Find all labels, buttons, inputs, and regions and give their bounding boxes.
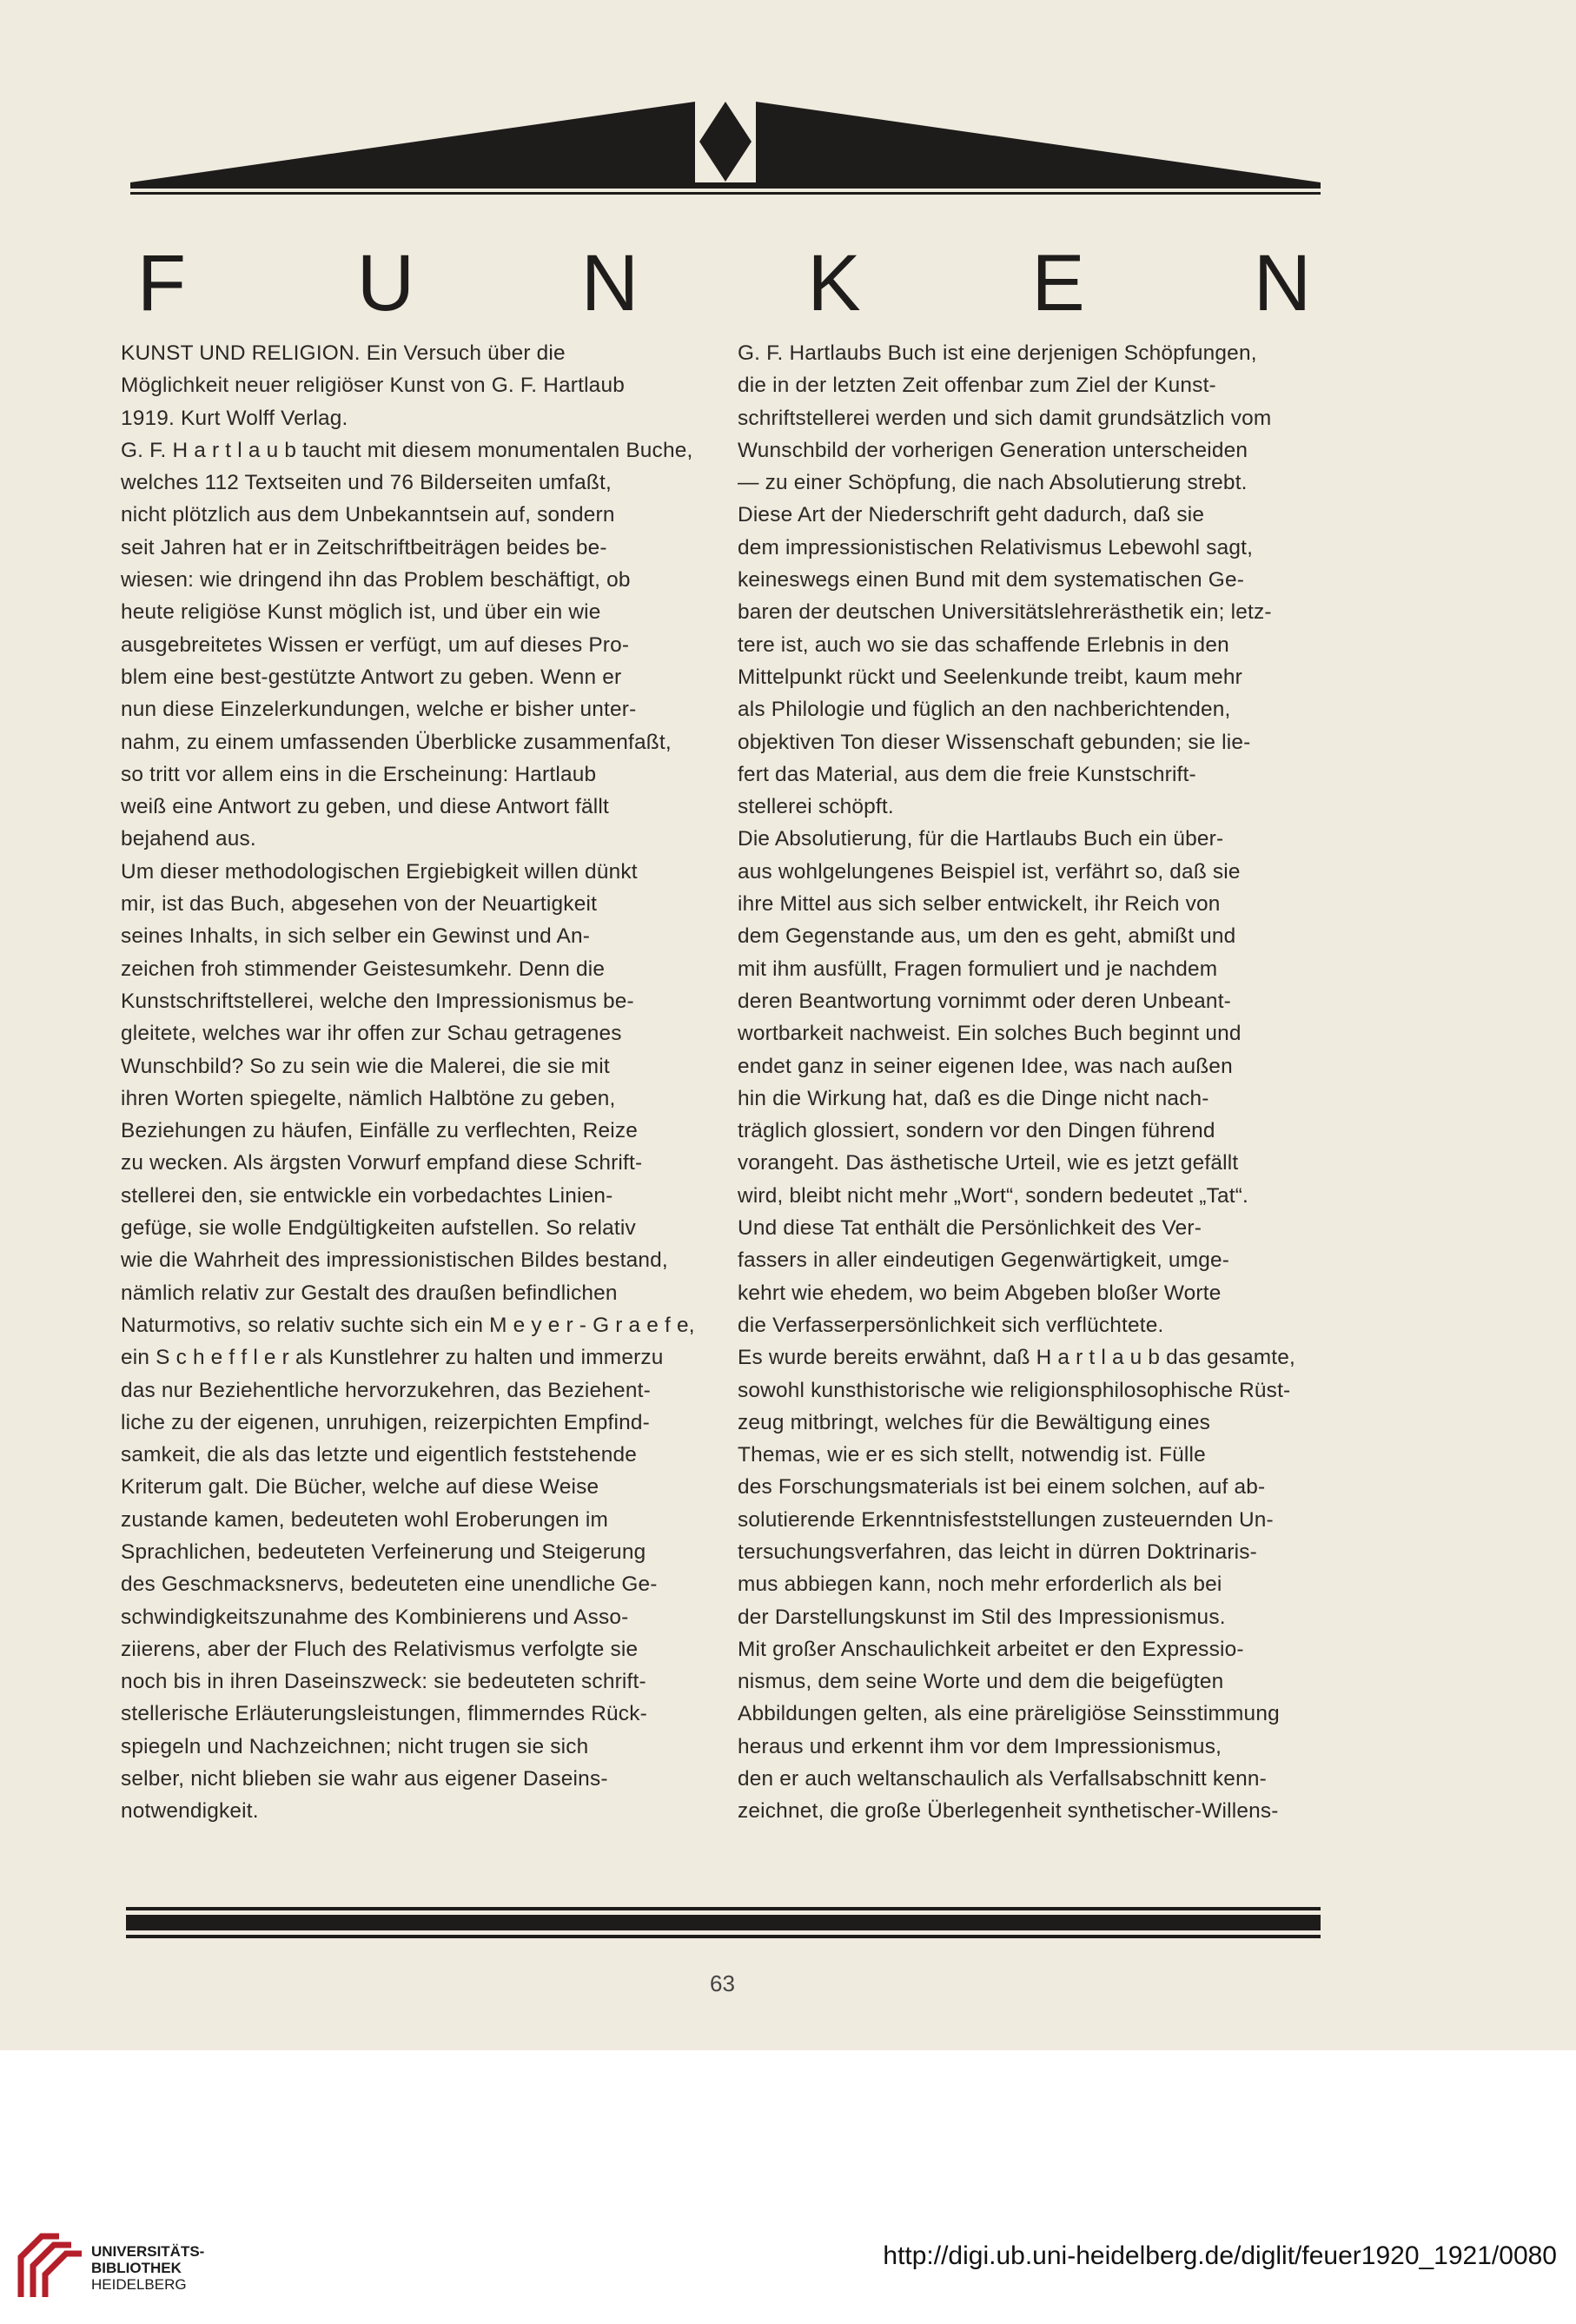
left-paragraph-3: Um dieser methodologischen Ergiebigkeit willen dünkt mir, ist das Buch, abgesehen von der Neuartigkeit seines Inhalts, in sich selber ein Gewinst und An- zeichen froh stimmender Geistesumkehr. Denn die Kunstschriftstellerei, welche den Impressionismus be- gleitete, welches war ihr offen zur Schau getragenes Wunschbild? So zu sein wie die Malerei, die sie mit ihren Worten spiegelte, nämlich Halbtöne zu geben, Beziehungen zu häufen, Einfälle zu verflechten, Reize zu wecken. Als ärgsten Vorwurf empfand diese Schrift- stellerei den, sie entwickle ein vorbedachtes Linien- gefüge, sie wolle Endgültigkeiten aufstellen. So relativ wie die Wahrheit des impressionistischen Bildes bestand, nämlich relativ zur Gestalt des draußen befindlichen Naturmotivs, so relativ suchte sich ein M e y e r - G r a e f e, ein S c h e f f l e r als Kunstlehrer zu halten und immerzu das nur Beziehentliche hervorzukehren, das Beziehent- liche zu der eigenen, unruhigen, reizerpichten Empfind- samkeit, die als das letzte und eigentlich feststehende Kriterum galt. Die Bücher, welche auf diese Weise zustande kamen, bedeuteten wohl Eroberungen im Sprachlichen, bedeuteten Verfeinerung und Steigerung des Geschmacksnervs, bedeuteten eine unendliche Ge- schwindigkeitszunahme des Kombinierens und Asso- ziierens, aber der Fluch des Relativismus verfolgte sie noch bis in ihren Daseinszweck: sie bedeuteten schrift- stellerische Erläuterungsleistungen, flimmerndes Rück- spiegeln und Nachzeichnen; nicht trugen sie sich selber, nicht blieben sie wahr aus eigener Daseins- notwendigkeit.: [121, 859, 695, 1824]
page-title: [122, 239, 1322, 328]
title-letter: N: [580, 239, 639, 328]
source-url-link[interactable]: http://digi.ub.uni-heidelberg.de/diglit/feuer1920_1921/0080: [883, 2241, 1557, 2270]
library-name-line: UNIVERSITÄTS-: [91, 2243, 205, 2260]
title-letter: K: [807, 239, 861, 328]
library-logo-icon: [16, 2231, 85, 2302]
bottom-rule: [126, 1907, 1321, 1942]
right-paragraph-3: Es wurde bereits erwähnt, daß H a r t l a u b das gesamte, sowohl kunsthistorische wie religionsphilosophische Rüst- zeug mitbringt, welches für die Bewältigung eines Themas, wie er es sich stellt, notwendig ist. Fülle des Forschungsmaterials ist bei einem solchen, auf ab- solutierende Erkenntnisfeststellungen zusteuernden Un- tersuchungsverfahren, das leicht in dürren Doktrinaris- mus abbiegen kann, noch mehr erforderlich als bei der Darstellungskunst im Stil des Impressionismus. Mit großer Anschaulichkeit arbeitet er den Expressio- nismus, dem seine Worte und dem die beigefügten Abbildungen gelten, als eine präreligiöse Seinsstimmung heraus und erkennt ihm vor dem Impressionismus, den er auch weltanschaulich als Verfallsabschnitt kenn- zeichnet, die große Überlegenheit synthetischer-Willens-: [738, 1346, 1295, 1824]
title-letter: E: [1031, 239, 1085, 328]
right-column: [738, 337, 1317, 1828]
title-letter: U: [356, 239, 415, 328]
left-paragraph-1: KUNST UND RELIGION. Ein Versuch über die Möglichkeit neuer religiöser Kunst von G. F. Hartlaub 1919. Kurt Wolff Verlag.: [121, 341, 625, 430]
library-name-line: HEIDELBERG: [91, 2276, 187, 2293]
right-paragraph-1: G. F. Hartlaubs Buch ist eine derjenigen Schöpfungen, die in der letzten Zeit offenbar zum Ziel der Kunst- schriftstellerei werden und sich damit grundsätzlich vom Wunschbild der vorherigen Generation unterscheiden — zu einer Schöpfung, die nach Absolutierung strebt. Diese Art der Niederschrift geht dadurch, daß sie dem impressionistischen Relativismus Lebewohl sagt, keineswegs einen Bund mit dem systematischen Ge- baren der deutschen Universitätslehrerästhetik ein; letz- tere ist, auch wo sie das schaffende Erlebnis in den Mittelpunkt rückt und Seelenkunde treibt, kaum mehr als Philologie und füglich an den nachberichtenden, objektiven Ton dieser Wissenschaft gebunden; sie lie- fert das Material, aus dem die freie Kunstschrift- stellerei schöpft.: [738, 341, 1272, 819]
library-name-line: BIBLIOTHEK: [91, 2260, 182, 2276]
header-ornament: [130, 91, 1321, 200]
title-letter: F: [136, 239, 187, 328]
title-letter: N: [1253, 239, 1312, 328]
library-name: [91, 2243, 204, 2293]
right-paragraph-2: Die Absolutierung, für die Hartlaubs Buch ein über- aus wohlgelungenes Beispiel ist, verfährt so, daß sie ihre Mittel aus sich selber entwickelt, ihr Reich von dem Gegenstande aus, um den es geht, abmißt und mit ihm ausfüllt, Fragen formuliert und je nachdem deren Beantwortung vornimmt oder deren Unbeant- wortbarkeit nachweist. Ein solches Buch beginnt und endet ganz in seiner eigenen Idee, was nach außen hin die Wirkung hat, daß es die Dinge nicht nach- träglich glossiert, sondern vor den Dingen führend vorangeht. Das ästhetische Urteil, wie es jetzt gefällt wird, bleibt nicht mehr „Wort“, sondern bedeutet „Tat“. Und diese Tat enthält die Persönlichkeit des Ver- fassers in aller eindeutigen Gegenwärtigkeit, umge- kehrt wie ehedem, wo beim Abgeben bloßer Worte die Verfasserpersönlichkeit sich verflüchtete.: [738, 827, 1249, 1337]
left-column: [121, 337, 700, 1828]
footer-bar: [0, 2050, 1576, 2324]
left-paragraph-2: G. F. H a r t l a u b taucht mit diesem monumentalen Buche, welches 112 Textseiten und 76 Bilderseiten umfaßt, nicht plötzlich aus dem Unbekanntsein auf, sondern seit Jahren hat er in Zeitschriftbeiträgen beides be- wiesen: wie dringend ihn das Problem beschäftigt, ob heute religiöse Kunst möglich ist, und über ein wie ausgebreitetes Wissen er verfügt, um auf dieses Pro- blem eine best-gestützte Antwort zu geben. Wenn er nun diese Einzelerkundungen, welche er bisher unter- nahm, zu einem umfassenden Überblicke zusammenfaßt, so tritt vor allem eins in die Erscheinung: Hartlaub weiß eine Antwort zu geben, und diese Antwort fällt bejahend aus.: [121, 438, 693, 851]
page-number: 63: [710, 1970, 735, 1996]
